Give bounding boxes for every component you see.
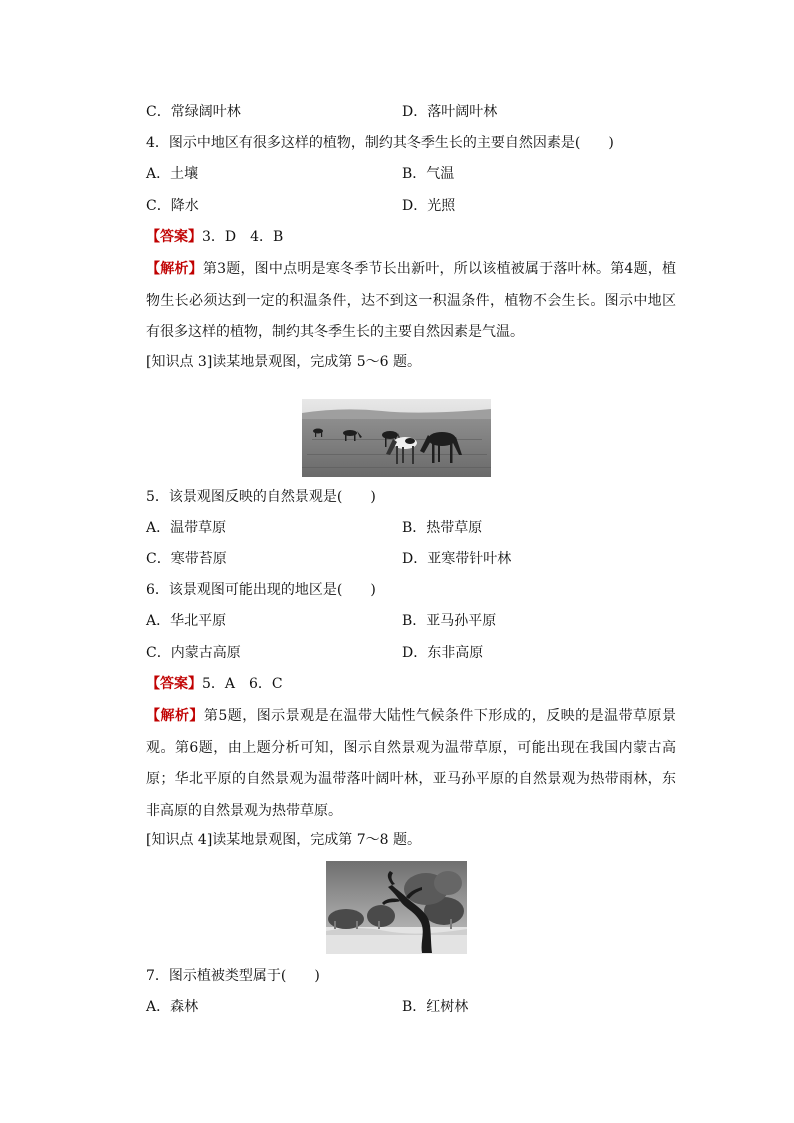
knowledge-point-4: [知识点 4]读某地景观图，完成第 7～8 题。: [146, 832, 421, 848]
answer-block-1: [146, 227, 283, 247]
answer-text: 3．D 4．B: [202, 229, 284, 245]
q5-stem: 5．该景观图反映的自然景观是( ): [146, 489, 376, 505]
analysis-tag: 【解析】: [146, 261, 203, 277]
q6-stem: 6．该景观图可能出现的地区是( ): [146, 582, 376, 598]
desert-tree-photo: [326, 861, 467, 954]
grassland-horses-photo: [302, 399, 491, 477]
q4-stem: 4．图示中地区有很多这样的植物，制约其冬季生长的主要自然因素是( ): [146, 135, 614, 151]
q5-option-d: D．亚寒带针叶林: [402, 551, 512, 567]
answer-tag: 【答案】: [146, 229, 202, 245]
knowledge-point-3: [知识点 3]读某地景观图，完成第 5～6 题。: [146, 354, 421, 370]
q6-option-d: D．东非高原: [402, 645, 484, 661]
q7-option-a: A．森林: [146, 999, 199, 1015]
q4-option-d: D．光照: [402, 198, 456, 214]
grassland-horses-illustration: [302, 399, 491, 477]
q3-option-c: C．常绿阔叶林: [146, 104, 241, 120]
analysis-block-1: [146, 254, 676, 349]
q6-option-a: A．华北平原: [146, 613, 227, 629]
answer-block-2: [146, 674, 283, 694]
analysis-text: 第3题，图中点明是寒冬季节长出新叶，所以该植被属于落叶林。第4题，植物生长必须达到一定的积温条件，达不到这一积温条件，植物不会生长。图示中地区有很多这样的植物，制约其冬季生长的主要自然因素是气温。: [146, 261, 677, 340]
q6-option-c: C．内蒙古高原: [146, 645, 241, 661]
q5-option-b: B．热带草原: [402, 520, 483, 536]
answer-tag: 【答案】: [146, 676, 202, 692]
desert-tree-illustration: [326, 861, 467, 954]
q7-stem: 7．图示植被类型属于( ): [146, 968, 320, 984]
q3-option-d: D．落叶阔叶林: [402, 104, 498, 120]
q4-option-b: B．气温: [402, 166, 455, 182]
q4-option-a: A．土壤: [146, 166, 199, 182]
q5-option-a: A．温带草原: [146, 520, 227, 536]
q4-option-c: C．降水: [146, 198, 199, 214]
q7-option-b: B．红树林: [402, 999, 469, 1015]
q6-option-b: B．亚马孙平原: [402, 613, 497, 629]
analysis-tag: 【解析】: [146, 708, 204, 724]
q5-option-c: C．寒带苔原: [146, 551, 227, 567]
analysis-block-2: [146, 701, 676, 827]
answer-text: 5．A 6．C: [202, 676, 283, 692]
analysis-text: 第5题，图示景观是在温带大陆性气候条件下形成的，反映的是温带草原景观。第6题，由上题分析可知，图示自然景观为温带草原，可能出现在我国内蒙古高原；华北平原的自然景观为温带落叶阔叶林，亚马孙平原的自然景观为热带雨林，东非高原的自然景观为热带草原。: [146, 708, 677, 819]
